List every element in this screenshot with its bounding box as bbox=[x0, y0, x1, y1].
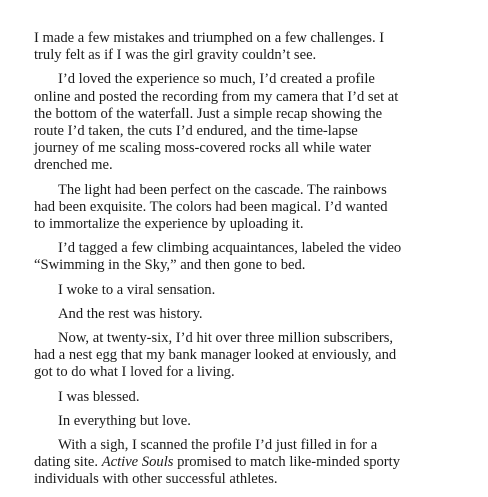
text-line: dating site. Active Souls promised to match like-minded sporty bbox=[34, 454, 401, 471]
paragraph-1 bbox=[34, 30, 452, 64]
text-line: I made a few mistakes and triumphed on a few challenges. I bbox=[34, 30, 385, 46]
text-line: And the rest was history. bbox=[58, 305, 203, 322]
text-line: I’d loved the experience so much, I’d created a profile bbox=[58, 71, 375, 88]
text-line: truly felt as if I was the girl gravity couldn’t see. bbox=[34, 47, 317, 64]
text-line: I woke to a viral sensation. bbox=[58, 281, 216, 298]
text-line: With a sigh, I scanned the profile I’d just filled in for a bbox=[58, 437, 378, 454]
paragraph-10 bbox=[34, 437, 452, 489]
text-line: The light had been perfect on the cascade. The rainbows bbox=[58, 181, 387, 198]
text-line: drenched me. bbox=[34, 157, 113, 174]
text-line: individuals with other successful athletes. bbox=[34, 471, 278, 488]
text-line: got to do what I loved for a living. bbox=[34, 364, 235, 381]
paragraph-6 bbox=[34, 306, 452, 323]
text-line: had a nest egg that my bank manager looked at enviously, and bbox=[34, 347, 397, 364]
text-line: journey of me scaling moss-covered rocks all while water bbox=[34, 140, 372, 157]
text-line: route I’d taken, the cuts I’d endured, and the time-lapse bbox=[34, 123, 358, 140]
paragraph-3 bbox=[34, 182, 452, 234]
paragraph-4 bbox=[34, 240, 452, 274]
paragraph-7 bbox=[34, 330, 452, 382]
document-page bbox=[34, 30, 452, 496]
paragraph-2 bbox=[34, 71, 452, 174]
paragraph-5 bbox=[34, 282, 452, 299]
paragraph-9 bbox=[34, 413, 452, 430]
text-line: In everything but love. bbox=[58, 412, 191, 429]
text-line: the bottom of the waterfall. Just a simple recap showing the bbox=[34, 105, 383, 122]
text-line: online and posted the recording from my camera that I’d set at bbox=[34, 88, 399, 105]
text-line: Now, at twenty-six, I’d hit over three million subscribers, bbox=[58, 330, 394, 347]
italic-title: Active Souls bbox=[101, 454, 174, 471]
text-line: I was blessed. bbox=[58, 388, 140, 405]
text-line: to immortalize the experience by uploading it. bbox=[34, 216, 304, 233]
text-line: had been exquisite. The colors had been magical. I’d wanted bbox=[34, 198, 388, 215]
paragraph-8 bbox=[34, 389, 452, 406]
text-line: I’d tagged a few climbing acquaintances, labeled the video bbox=[58, 240, 402, 257]
text-line: “Swimming in the Sky,” and then gone to bed. bbox=[34, 257, 306, 274]
